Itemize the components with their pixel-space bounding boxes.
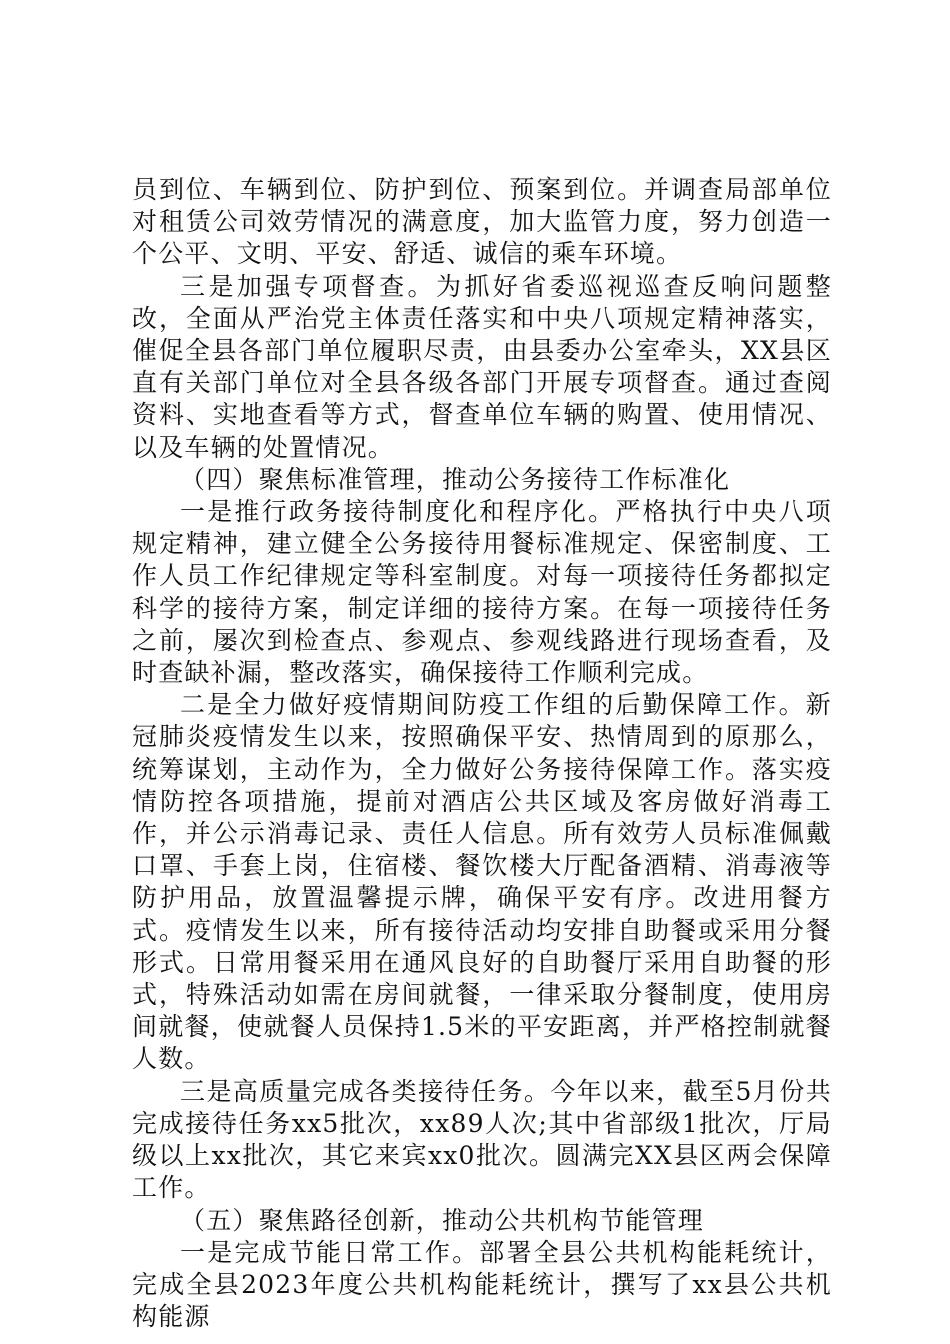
section-heading-reception-standardization: （四）聚焦标准管理，推动公务接待工作标准化 [180, 464, 731, 494]
paragraph-reception-tasks: 三是高质量完成各类接待任务。今年以来，截至5月份共完成接待任务xx5批次，xx89人次;其中省部级1批次，厅局级以上xx批次，其它来宾xx0批次。圆满完XX县区两会保障工作。 [132, 1076, 832, 1203]
paragraph-vehicle-service-continuation: 员到位、车辆到位、防护到位、预案到位。并调查局部单位对租赁公司效劳情况的满意度，加大监管力度，努力创造一个公平、文明、平安、舒适、诚信的乘车环境。 [132, 175, 832, 269]
paragraph-special-inspection: 三是加强专项督查。为抓好省委巡视巡查反响问题整改，全面从严治党主体责任落实和中央八项规定精神落实，催促全县各部门单位履职尽责，由县委办公室牵头，XX县区直有关部门单位对全县各级各部门开展专项督查。通过查阅资料、实地查看等方式，督查单位车辆的购置、使用情况、以及车辆的处置情况。 [132, 271, 832, 462]
paragraph-epidemic-logistics: 二是全力做好疫情期间防疫工作组的后勤保障工作。新冠肺炎疫情发生以来，按照确保平安、热情周到的原那么，统筹谋划，主动作为，全力做好公务接待保障工作。落实疫情防控各项措施，提前对酒店公共区域及客房做好消毒工作，并公示消毒记录、责任人信息。所有效劳人员标准佩戴口罩、手套上岗，住宿楼、餐饮楼大厅配备酒精、消毒液等防护用品，放置温馨提示牌，确保平安有序。改进用餐方式。疫情发生以来，所有接待活动均安排自助餐或采用分餐形式。日常用餐采用在通风良好的自助餐厅采用自助餐的形式，特殊活动如需在房间就餐，一律采取分餐制度，使用房间就餐，使就餐人员保持1.5米的平安距离，并严格控制就餐人数。 [132, 690, 832, 1074]
document-body [132, 174, 832, 1333]
paragraph-reception-institutionalization: 一是推行政务接待制度化和程序化。严格执行中央八项规定精神，建立健全公务接待用餐标准规定、保密制度、工作人员工作纪律规定等科室制度。对每一项接待任务都拟定科学的接待方案，制定详细的接待方案。在每一项接待任务之前，屡次到检查点、参观点、参观线路进行现场查看，及时查缺补漏，整改落实，确保接待工作顺利完成。 [132, 497, 832, 688]
section-heading-energy-management: （五）聚焦路径创新，推动公共机构节能管理 [180, 1205, 705, 1235]
paragraph-energy-routine-work: 一是完成节能日常工作。部署全县公共机构能耗统计，完成全县2023年度公共机构能耗统计，撰写了xx县公共机构能源 [132, 1237, 832, 1332]
